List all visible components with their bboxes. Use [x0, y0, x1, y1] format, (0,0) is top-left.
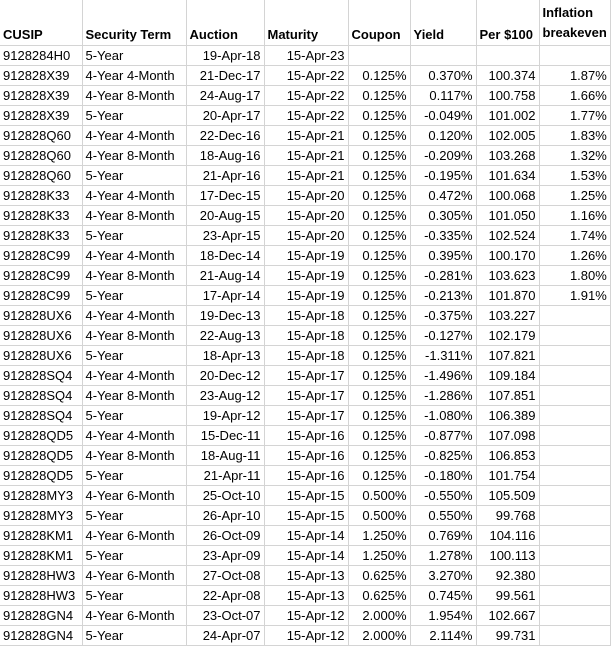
cell-maturity[interactable]: 15-Apr-23 [264, 45, 348, 65]
table-row [0, 165, 610, 185]
cell-yield[interactable] [410, 45, 476, 65]
cell-maturity[interactable]: 15-Apr-17 [264, 385, 348, 405]
cell-inflation-breakeven[interactable]: 1.25% [539, 185, 610, 205]
cell-security-term[interactable]: 5-Year [82, 165, 186, 185]
cell-coupon[interactable]: 0.125% [348, 425, 410, 445]
cell-cusip[interactable]: 912828Q60 [0, 125, 82, 145]
cell-yield[interactable]: -1.311% [410, 345, 476, 365]
cell-cusip[interactable]: 912828QD5 [0, 445, 82, 465]
header-inflation-breakeven: Inflation breakeven [539, 0, 610, 45]
cell-cusip[interactable]: 912828SQ4 [0, 365, 82, 385]
cell-coupon[interactable] [348, 45, 410, 65]
header-row [0, 0, 610, 45]
cell-security-term[interactable]: 4-Year 6-Month [82, 605, 186, 625]
cell-auction[interactable]: 19-Dec-13 [186, 305, 264, 325]
cell-security-term[interactable]: 5-Year [82, 345, 186, 365]
cell-per-100[interactable]: 99.768 [476, 505, 539, 525]
table-row [0, 185, 610, 205]
table-row [0, 545, 610, 565]
cell-inflation-breakeven[interactable] [539, 345, 610, 365]
cell-yield[interactable]: -0.550% [410, 485, 476, 505]
cell-inflation-breakeven[interactable]: 1.91% [539, 285, 610, 305]
table-row [0, 65, 610, 85]
cell-inflation-breakeven[interactable]: 1.16% [539, 205, 610, 225]
cell-per-100[interactable]: 101.870 [476, 285, 539, 305]
cell-yield[interactable]: -0.213% [410, 285, 476, 305]
cell-cusip[interactable]: 912828C99 [0, 265, 82, 285]
cell-cusip[interactable]: 912828KM1 [0, 545, 82, 565]
table-row [0, 105, 610, 125]
cell-maturity[interactable]: 15-Apr-22 [264, 105, 348, 125]
cell-coupon[interactable]: 1.250% [348, 525, 410, 545]
cell-coupon[interactable]: 2.000% [348, 625, 410, 645]
cell-auction[interactable]: 23-Apr-15 [186, 225, 264, 245]
cell-cusip[interactable]: 912828C99 [0, 285, 82, 305]
cell-coupon[interactable]: 0.125% [348, 345, 410, 365]
cell-yield[interactable]: -0.049% [410, 105, 476, 125]
header-auction: Auction [186, 0, 264, 45]
cell-coupon[interactable]: 0.125% [348, 445, 410, 465]
cell-inflation-breakeven[interactable] [539, 505, 610, 525]
cell-security-term[interactable]: 4-Year 4-Month [82, 185, 186, 205]
cell-coupon[interactable]: 0.125% [348, 465, 410, 485]
cell-maturity[interactable]: 15-Apr-15 [264, 505, 348, 525]
cell-maturity[interactable]: 15-Apr-15 [264, 485, 348, 505]
cell-maturity[interactable]: 15-Apr-22 [264, 85, 348, 105]
cell-security-term[interactable]: 5-Year [82, 285, 186, 305]
table-row [0, 525, 610, 545]
cell-inflation-breakeven[interactable] [539, 405, 610, 425]
cell-per-100[interactable]: 100.170 [476, 245, 539, 265]
cell-cusip[interactable]: 912828K33 [0, 185, 82, 205]
cell-cusip[interactable]: 912828C99 [0, 245, 82, 265]
cell-security-term[interactable]: 4-Year 4-Month [82, 125, 186, 145]
table-row [0, 125, 610, 145]
header-security-term: Security Term [82, 0, 186, 45]
cell-yield[interactable]: 0.370% [410, 65, 476, 85]
cell-maturity[interactable]: 15-Apr-18 [264, 325, 348, 345]
cell-per-100[interactable]: 109.184 [476, 365, 539, 385]
cell-coupon[interactable]: 0.500% [348, 505, 410, 525]
cell-inflation-breakeven[interactable]: 1.26% [539, 245, 610, 265]
cell-auction[interactable]: 17-Dec-15 [186, 185, 264, 205]
cell-yield[interactable]: -0.127% [410, 325, 476, 345]
cell-coupon[interactable]: 0.125% [348, 365, 410, 385]
table-row [0, 505, 610, 525]
cell-auction[interactable]: 18-Aug-16 [186, 145, 264, 165]
cell-auction[interactable]: 23-Oct-07 [186, 605, 264, 625]
cell-maturity[interactable]: 15-Apr-22 [264, 65, 348, 85]
cell-maturity[interactable]: 15-Apr-21 [264, 165, 348, 185]
cell-security-term[interactable]: 4-Year 6-Month [82, 565, 186, 585]
cell-per-100[interactable]: 107.098 [476, 425, 539, 445]
cell-maturity[interactable]: 15-Apr-19 [264, 265, 348, 285]
cell-security-term[interactable]: 5-Year [82, 45, 186, 65]
cell-coupon[interactable]: 0.125% [348, 105, 410, 125]
cell-yield[interactable]: 2.114% [410, 625, 476, 645]
cell-security-term[interactable]: 5-Year [82, 465, 186, 485]
table-row [0, 45, 610, 65]
cell-yield[interactable]: -1.286% [410, 385, 476, 405]
cell-coupon[interactable]: 0.125% [348, 165, 410, 185]
cell-auction[interactable]: 23-Aug-12 [186, 385, 264, 405]
cell-cusip[interactable]: 912828MY3 [0, 505, 82, 525]
cell-cusip[interactable]: 912828GN4 [0, 625, 82, 645]
cell-security-term[interactable]: 5-Year [82, 405, 186, 425]
cell-yield[interactable]: 3.270% [410, 565, 476, 585]
cell-inflation-breakeven[interactable] [539, 585, 610, 605]
cell-cusip[interactable]: 9128284H0 [0, 45, 82, 65]
cell-auction[interactable]: 22-Apr-08 [186, 585, 264, 605]
cell-yield[interactable]: -1.080% [410, 405, 476, 425]
cell-cusip[interactable]: 912828HW3 [0, 565, 82, 585]
cell-per-100[interactable]: 101.002 [476, 105, 539, 125]
cell-auction[interactable]: 22-Dec-16 [186, 125, 264, 145]
cell-auction[interactable]: 25-Oct-10 [186, 485, 264, 505]
cell-per-100[interactable]: 101.754 [476, 465, 539, 485]
cell-inflation-breakeven[interactable] [539, 605, 610, 625]
cell-inflation-breakeven[interactable]: 1.74% [539, 225, 610, 245]
cell-per-100[interactable]: 106.389 [476, 405, 539, 425]
cell-security-term[interactable]: 5-Year [82, 545, 186, 565]
table-row [0, 225, 610, 245]
table-body [0, 45, 610, 645]
cell-security-term[interactable]: 5-Year [82, 585, 186, 605]
cell-inflation-breakeven[interactable] [539, 305, 610, 325]
table-row [0, 265, 610, 285]
header-cusip: CUSIP [0, 0, 82, 45]
cell-per-100[interactable]: 99.731 [476, 625, 539, 645]
cell-coupon[interactable]: 0.125% [348, 205, 410, 225]
cell-coupon[interactable]: 0.125% [348, 145, 410, 165]
cell-auction[interactable]: 18-Dec-14 [186, 245, 264, 265]
cell-yield[interactable]: -1.496% [410, 365, 476, 385]
cell-per-100[interactable]: 102.667 [476, 605, 539, 625]
cell-coupon[interactable]: 1.250% [348, 545, 410, 565]
cell-cusip[interactable]: 912828SQ4 [0, 405, 82, 425]
cell-maturity[interactable]: 15-Apr-21 [264, 125, 348, 145]
table-row [0, 405, 610, 425]
cell-maturity[interactable]: 15-Apr-19 [264, 245, 348, 265]
cell-per-100[interactable]: 92.380 [476, 565, 539, 585]
cell-inflation-breakeven[interactable] [539, 525, 610, 545]
cell-security-term[interactable]: 4-Year 6-Month [82, 525, 186, 545]
cell-maturity[interactable]: 15-Apr-16 [264, 465, 348, 485]
cell-cusip[interactable]: 912828QD5 [0, 425, 82, 445]
cell-coupon[interactable]: 0.625% [348, 565, 410, 585]
cell-coupon[interactable]: 0.125% [348, 225, 410, 245]
cell-per-100[interactable]: 100.113 [476, 545, 539, 565]
table-row [0, 365, 610, 385]
cell-cusip[interactable]: 912828UX6 [0, 305, 82, 325]
cell-inflation-breakeven[interactable]: 1.87% [539, 65, 610, 85]
cell-security-term[interactable]: 4-Year 8-Month [82, 445, 186, 465]
cell-security-term[interactable]: 4-Year 8-Month [82, 205, 186, 225]
table-row [0, 245, 610, 265]
cell-inflation-breakeven[interactable] [539, 325, 610, 345]
cell-security-term[interactable]: 5-Year [82, 505, 186, 525]
cell-cusip[interactable]: 912828MY3 [0, 485, 82, 505]
cell-auction[interactable]: 24-Apr-07 [186, 625, 264, 645]
cell-auction[interactable]: 19-Apr-12 [186, 405, 264, 425]
cell-inflation-breakeven[interactable] [539, 465, 610, 485]
cell-auction[interactable]: 26-Apr-10 [186, 505, 264, 525]
table-row [0, 605, 610, 625]
cell-inflation-breakeven[interactable] [539, 625, 610, 645]
cell-per-100[interactable]: 103.268 [476, 145, 539, 165]
cell-inflation-breakeven[interactable]: 1.80% [539, 265, 610, 285]
cell-coupon[interactable]: 0.125% [348, 85, 410, 105]
header-per-100: Per $100 [476, 0, 539, 45]
cell-coupon[interactable]: 0.125% [348, 305, 410, 325]
cell-maturity[interactable]: 15-Apr-16 [264, 445, 348, 465]
cell-per-100[interactable]: 102.005 [476, 125, 539, 145]
cell-maturity[interactable]: 15-Apr-14 [264, 545, 348, 565]
cell-cusip[interactable]: 912828GN4 [0, 605, 82, 625]
cell-coupon[interactable]: 0.125% [348, 245, 410, 265]
cell-auction[interactable]: 22-Aug-13 [186, 325, 264, 345]
cell-maturity[interactable]: 15-Apr-12 [264, 625, 348, 645]
cell-maturity[interactable]: 15-Apr-17 [264, 405, 348, 425]
table-row [0, 85, 610, 105]
cell-per-100[interactable]: 102.179 [476, 325, 539, 345]
cell-coupon[interactable]: 0.125% [348, 125, 410, 145]
cell-yield[interactable]: 1.278% [410, 545, 476, 565]
cell-per-100[interactable]: 100.374 [476, 65, 539, 85]
cell-cusip[interactable]: 912828Q60 [0, 145, 82, 165]
cell-per-100[interactable]: 100.068 [476, 185, 539, 205]
cell-inflation-breakeven[interactable]: 1.53% [539, 165, 610, 185]
cell-coupon[interactable]: 0.125% [348, 265, 410, 285]
cell-cusip[interactable]: 912828KM1 [0, 525, 82, 545]
table-row [0, 425, 610, 445]
table-row [0, 385, 610, 405]
cell-yield[interactable]: 0.120% [410, 125, 476, 145]
cell-per-100[interactable]: 107.821 [476, 345, 539, 365]
table-row [0, 145, 610, 165]
table-row [0, 565, 610, 585]
cell-auction[interactable]: 17-Apr-14 [186, 285, 264, 305]
table-row [0, 485, 610, 505]
cell-coupon[interactable]: 0.625% [348, 585, 410, 605]
table-row [0, 345, 610, 365]
cell-auction[interactable]: 21-Apr-11 [186, 465, 264, 485]
cell-security-term[interactable]: 4-Year 4-Month [82, 425, 186, 445]
cell-coupon[interactable]: 0.125% [348, 325, 410, 345]
cell-inflation-breakeven[interactable] [539, 425, 610, 445]
cell-per-100[interactable]: 99.561 [476, 585, 539, 605]
cell-yield[interactable]: -0.375% [410, 305, 476, 325]
cell-security-term[interactable]: 4-Year 8-Month [82, 85, 186, 105]
cell-inflation-breakeven[interactable]: 1.83% [539, 125, 610, 145]
cell-cusip[interactable]: 912828QD5 [0, 465, 82, 485]
cell-auction[interactable]: 21-Aug-14 [186, 265, 264, 285]
cell-auction[interactable]: 20-Apr-17 [186, 105, 264, 125]
cell-inflation-breakeven[interactable] [539, 45, 610, 65]
cell-auction[interactable]: 21-Apr-16 [186, 165, 264, 185]
cell-yield[interactable]: 0.769% [410, 525, 476, 545]
cell-cusip[interactable]: 912828SQ4 [0, 385, 82, 405]
cell-security-term[interactable]: 4-Year 4-Month [82, 365, 186, 385]
cell-maturity[interactable]: 15-Apr-20 [264, 225, 348, 245]
cell-security-term[interactable]: 4-Year 4-Month [82, 305, 186, 325]
cell-auction[interactable]: 15-Dec-11 [186, 425, 264, 445]
cell-per-100[interactable] [476, 45, 539, 65]
header-maturity: Maturity [264, 0, 348, 45]
cell-security-term[interactable]: 4-Year 6-Month [82, 485, 186, 505]
cell-auction[interactable]: 23-Apr-09 [186, 545, 264, 565]
cell-yield[interactable]: 0.395% [410, 245, 476, 265]
cell-yield[interactable]: 1.954% [410, 605, 476, 625]
cell-auction[interactable]: 24-Aug-17 [186, 85, 264, 105]
cell-maturity[interactable]: 15-Apr-16 [264, 425, 348, 445]
cell-maturity[interactable]: 15-Apr-18 [264, 345, 348, 365]
cell-inflation-breakeven[interactable] [539, 385, 610, 405]
cell-maturity[interactable]: 15-Apr-20 [264, 205, 348, 225]
cell-auction[interactable]: 20-Aug-15 [186, 205, 264, 225]
cell-cusip[interactable]: 912828UX6 [0, 325, 82, 345]
cell-auction[interactable]: 21-Dec-17 [186, 65, 264, 85]
cell-inflation-breakeven[interactable]: 1.66% [539, 85, 610, 105]
cell-auction[interactable]: 27-Oct-08 [186, 565, 264, 585]
cell-yield[interactable]: -0.825% [410, 445, 476, 465]
cell-yield[interactable]: 0.117% [410, 85, 476, 105]
cell-cusip[interactable]: 912828Q60 [0, 165, 82, 185]
cell-inflation-breakeven[interactable] [539, 545, 610, 565]
cell-cusip[interactable]: 912828X39 [0, 85, 82, 105]
cell-coupon[interactable]: 0.125% [348, 65, 410, 85]
cell-security-term[interactable]: 4-Year 8-Month [82, 265, 186, 285]
cell-yield[interactable]: -0.877% [410, 425, 476, 445]
cell-coupon[interactable]: 0.125% [348, 405, 410, 425]
cell-yield[interactable]: -0.209% [410, 145, 476, 165]
cell-security-term[interactable]: 4-Year 8-Month [82, 325, 186, 345]
cell-maturity[interactable]: 15-Apr-18 [264, 305, 348, 325]
cell-maturity[interactable]: 15-Apr-14 [264, 525, 348, 545]
cell-security-term[interactable]: 4-Year 8-Month [82, 385, 186, 405]
cell-cusip[interactable]: 912828UX6 [0, 345, 82, 365]
cell-security-term[interactable]: 4-Year 4-Month [82, 245, 186, 265]
cell-yield[interactable]: 0.550% [410, 505, 476, 525]
table-row [0, 625, 610, 645]
cell-inflation-breakeven[interactable] [539, 365, 610, 385]
cell-per-100[interactable]: 103.227 [476, 305, 539, 325]
cell-cusip[interactable]: 912828X39 [0, 105, 82, 125]
cell-yield[interactable]: -0.180% [410, 465, 476, 485]
table-row [0, 465, 610, 485]
cell-per-100[interactable]: 106.853 [476, 445, 539, 465]
table-row [0, 325, 610, 345]
cell-per-100[interactable]: 105.509 [476, 485, 539, 505]
cell-auction[interactable]: 20-Dec-12 [186, 365, 264, 385]
header-yield: Yield [410, 0, 476, 45]
cell-maturity[interactable]: 15-Apr-12 [264, 605, 348, 625]
table-row [0, 445, 610, 465]
cell-maturity[interactable]: 15-Apr-13 [264, 585, 348, 605]
table-row [0, 585, 610, 605]
cell-coupon[interactable]: 0.500% [348, 485, 410, 505]
cell-auction[interactable]: 19-Apr-18 [186, 45, 264, 65]
table-row [0, 305, 610, 325]
cell-yield[interactable]: 0.745% [410, 585, 476, 605]
cell-auction[interactable]: 18-Apr-13 [186, 345, 264, 365]
cell-maturity[interactable]: 15-Apr-17 [264, 365, 348, 385]
cell-yield[interactable]: -0.335% [410, 225, 476, 245]
cell-coupon[interactable]: 0.125% [348, 285, 410, 305]
cell-cusip[interactable]: 912828K33 [0, 205, 82, 225]
table-row [0, 285, 610, 305]
cell-inflation-breakeven[interactable] [539, 445, 610, 465]
cell-cusip[interactable]: 912828HW3 [0, 585, 82, 605]
cell-yield[interactable]: 0.305% [410, 205, 476, 225]
table-row [0, 205, 610, 225]
cell-maturity[interactable]: 15-Apr-20 [264, 185, 348, 205]
cell-security-term[interactable]: 4-Year 8-Month [82, 145, 186, 165]
cell-coupon[interactable]: 2.000% [348, 605, 410, 625]
cell-inflation-breakeven[interactable] [539, 485, 610, 505]
cell-cusip[interactable]: 912828K33 [0, 225, 82, 245]
cell-inflation-breakeven[interactable]: 1.77% [539, 105, 610, 125]
cell-yield[interactable]: 0.472% [410, 185, 476, 205]
cell-auction[interactable]: 26-Oct-09 [186, 525, 264, 545]
cell-auction[interactable]: 18-Aug-11 [186, 445, 264, 465]
cell-per-100[interactable]: 101.050 [476, 205, 539, 225]
cell-per-100[interactable]: 104.116 [476, 525, 539, 545]
cell-cusip[interactable]: 912828X39 [0, 65, 82, 85]
cell-per-100[interactable]: 100.758 [476, 85, 539, 105]
cell-coupon[interactable]: 0.125% [348, 185, 410, 205]
cell-per-100[interactable]: 102.524 [476, 225, 539, 245]
cell-inflation-breakeven[interactable]: 1.32% [539, 145, 610, 165]
cell-maturity[interactable]: 15-Apr-21 [264, 145, 348, 165]
cell-inflation-breakeven[interactable] [539, 565, 610, 585]
cell-per-100[interactable]: 101.634 [476, 165, 539, 185]
cell-per-100[interactable]: 107.851 [476, 385, 539, 405]
cell-maturity[interactable]: 15-Apr-13 [264, 565, 348, 585]
cell-security-term[interactable]: 5-Year [82, 225, 186, 245]
cell-maturity[interactable]: 15-Apr-19 [264, 285, 348, 305]
cell-security-term[interactable]: 4-Year 4-Month [82, 65, 186, 85]
cell-coupon[interactable]: 0.125% [348, 385, 410, 405]
header-coupon: Coupon [348, 0, 410, 45]
cell-security-term[interactable]: 5-Year [82, 105, 186, 125]
cell-per-100[interactable]: 103.623 [476, 265, 539, 285]
cell-yield[interactable]: -0.195% [410, 165, 476, 185]
cell-security-term[interactable]: 5-Year [82, 625, 186, 645]
cell-yield[interactable]: -0.281% [410, 265, 476, 285]
